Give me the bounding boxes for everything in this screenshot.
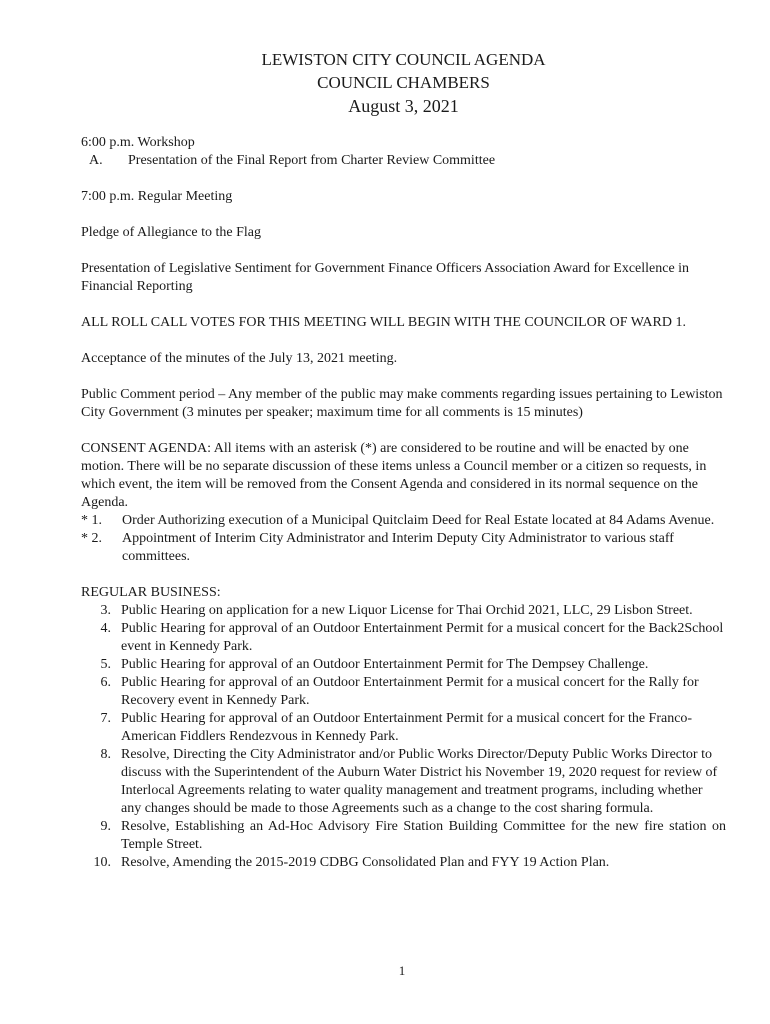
regular-meeting-time: 7:00 p.m. Regular Meeting	[81, 189, 233, 204]
consent-item-number: * 1.	[81, 513, 102, 528]
regular-item-number: 3.	[100, 603, 111, 618]
regular-item-text: Public Hearing for approval of an Outdoor Entertainment Permit for The Dempsey Challenge.	[121, 657, 649, 672]
workshop-item-text: Presentation of the Final Report from Charter Review Committee	[128, 153, 496, 168]
regular-item-text: Public Hearing for approval of an Outdoor Entertainment Permit for a musical concert for the Back2School event in Kennedy Park.	[121, 621, 724, 654]
regular-item-text: Resolve, Directing the City Administrator and/or Public Works Director/Deputy Public Works Director to discuss with the Superintendent of the Auburn Water District his November 19, 2020 request for review of Interlocal Agreements relating to water quality management and treatment programs, including whether any changes should be made to those Agreements such as a change to the cost sharing formula.	[121, 747, 718, 816]
presentation-item: Presentation of Legislative Sentiment for Government Finance Officers Association Award for Excellence in Financial Reporting	[81, 261, 690, 294]
regular-business-item	[81, 854, 726, 872]
consent-item-number: * 2.	[81, 531, 102, 546]
roll-call-notice: ALL ROLL CALL VOTES FOR THIS MEETING WILL BEGIN WITH THE COUNCILOR OF WARD 1.	[81, 315, 686, 330]
regular-business-item	[81, 620, 726, 656]
regular-business-item	[81, 602, 726, 620]
workshop-item-letter: A.	[89, 153, 103, 168]
agenda-date: August 3, 2021	[348, 96, 459, 116]
regular-item-number: 4.	[100, 621, 111, 636]
regular-business-item	[81, 674, 726, 710]
regular-item-number: 10.	[93, 855, 111, 870]
regular-item-text: Public Hearing for approval of an Outdoor Entertainment Permit for a musical concert for the Rally for Recovery event in Kennedy Park.	[121, 675, 699, 708]
regular-business-item	[81, 746, 726, 818]
regular-item-text: Resolve, Amending the 2015-2019 CDBG Consolidated Plan and FYY 19 Action Plan.	[121, 855, 610, 870]
agenda-page	[81, 48, 726, 872]
regular-business-item	[81, 710, 726, 746]
regular-business-item	[81, 656, 726, 674]
public-comment-item: Public Comment period – Any member of the public may make comments regarding issues pertaining to Lewiston City Government (3 minutes per speaker; maximum time for all comments is 15 minutes)	[81, 387, 723, 420]
consent-agenda-list	[81, 512, 726, 566]
page-number: 1	[398, 963, 406, 978]
consent-item	[81, 530, 726, 566]
regular-item-number: 9.	[100, 819, 111, 834]
consent-item-text: Appointment of Interim City Administrator and Interim Deputy City Administrator to various staff committees.	[122, 531, 674, 564]
regular-item-number: 6.	[100, 675, 111, 690]
regular-item-number: 5.	[100, 657, 111, 672]
agenda-title-block	[81, 48, 726, 118]
regular-item-text: Public Hearing for approval of an Outdoor Entertainment Permit for a musical concert for the Franco-American Fiddlers Rendezvous in Kennedy Park.	[121, 711, 693, 744]
agenda-title: LEWISTON CITY COUNCIL AGENDA	[261, 50, 546, 69]
agenda-location: COUNCIL CHAMBERS	[317, 73, 490, 92]
regular-business-heading: REGULAR BUSINESS:	[81, 585, 221, 600]
regular-item-text: Public Hearing on application for a new Liquor License for Thai Orchid 2021, LLC, 29 Lisbon Street.	[121, 603, 693, 618]
regular-business-list	[81, 602, 726, 872]
pledge-item: Pledge of Allegiance to the Flag	[81, 225, 262, 240]
regular-item-text: Resolve, Establishing an Ad-Hoc Advisory Fire Station Building Committee for the new fire station on Temple Street.	[121, 819, 726, 852]
regular-item-number: 7.	[100, 711, 111, 726]
consent-item-text: Order Authorizing execution of a Municipal Quitclaim Deed for Real Estate located at 84 Adams Avenue.	[122, 513, 715, 528]
consent-agenda-intro: CONSENT AGENDA: All items with an asterisk (*) are considered to be routine and will be enacted by one motion. There will be no separate discussion of these items unless a Council member or a citizen so requests, in which event, the item will be removed from the Consent Agenda and considered in its normal sequence on the Agenda.	[81, 441, 707, 510]
regular-business-item	[81, 818, 726, 854]
regular-item-number: 8.	[100, 747, 111, 762]
workshop-item	[81, 152, 726, 170]
workshop-time: 6:00 p.m. Workshop	[81, 135, 195, 150]
minutes-item: Acceptance of the minutes of the July 13, 2021 meeting.	[81, 351, 398, 366]
consent-item	[81, 512, 726, 530]
